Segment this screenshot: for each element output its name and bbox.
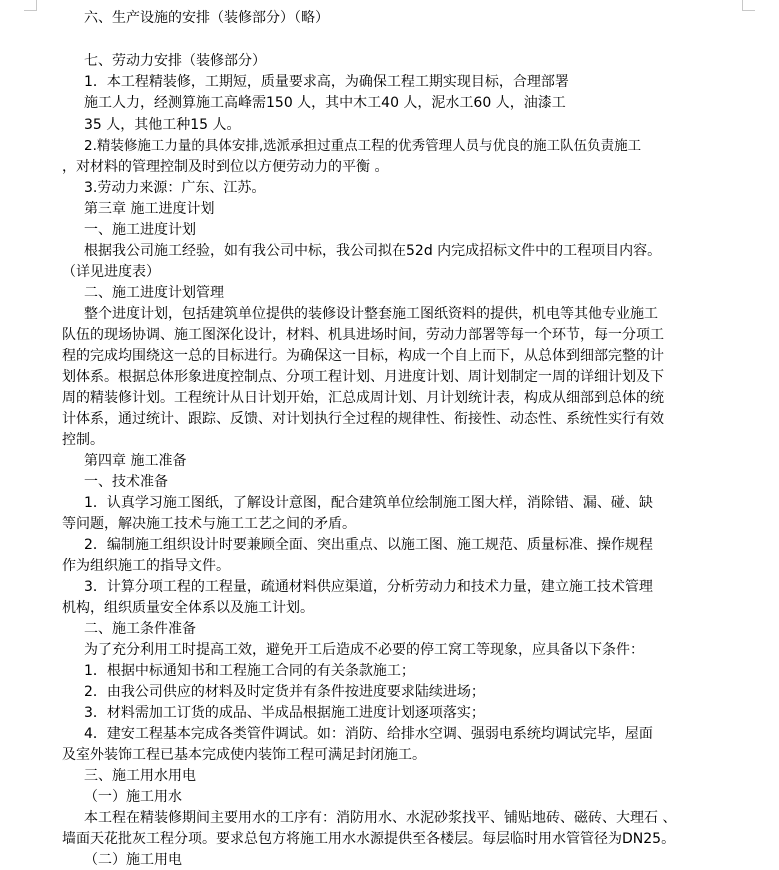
section-heading: 三、施工用水用电	[84, 768, 196, 784]
heading-production-facilities: 六、生产设施的安排（装修部分）（略）	[84, 10, 329, 26]
paragraph-line: 3．计算分项工程的工程量，疏通材料供应渠道，分析劳动力和技术力量，建立施工技术管理	[84, 579, 653, 595]
chapter-heading: 第三章 施工进度计划	[84, 201, 215, 217]
paragraph-line: 2．编制施工组织设计时要兼顾全面、突出重点、以施工图、施工规范、质量标准、操作规程	[84, 537, 653, 553]
list-item: 1．根据中标通知书和工程施工合同的有关条款施工；	[84, 663, 415, 679]
paragraph-line: 划体系。根据总体形象进度控制点、分项工程计划、月进度计划、周计划制定一周的详细计划及下	[62, 369, 664, 385]
paragraph-line: ，对材料的管理控制及时到位以方便劳动力的平衡 。	[62, 159, 389, 175]
paragraph-line: 2.精装修施工力量的具体安排,选派承担过重点工程的优秀管理人员与优良的施工队伍负责施工	[84, 138, 642, 154]
paragraph-line: 等问题，解决施工技术与施工工艺之间的矛盾。	[62, 516, 356, 532]
section-heading: 二、施工条件准备	[84, 621, 196, 637]
paragraph-line: 1．认真学习施工图纸，了解设计意图，配合建筑单位绘制施工图大样，消除错、漏、碰、缺	[84, 495, 653, 511]
paragraph-line: 施工人力，经测算施工高峰需150 人，其中木工40 人，泥水工60 人，油漆工	[84, 95, 566, 111]
paragraph-line: 队伍的现场协调、施工图深化设计，材料、机具进场时间，劳动力部署等每一个环节，每一分项工	[62, 327, 664, 343]
paragraph-line: 墙面天花批灰工程分项。要求总包方将施工用水水源提供至各楼层。每层临时用水管管径为DN25。	[62, 831, 676, 847]
paragraph-line: 计体系，通过统计、跟踪、反馈、对计划执行全过程的规律性、衔接性、动态性、系统性实行有效	[62, 411, 664, 427]
paragraph-line: 及室外装饰工程已基本完成使内装饰工程可满足封闭施工。	[62, 747, 426, 763]
chapter-heading: 第四章 施工准备	[84, 453, 187, 469]
list-item: 4．建安工程基本完成各类管件调试。如：消防、给排水空调、强弱电系统均调试完毕，屋面	[84, 726, 653, 742]
section-heading: 二、施工进度计划管理	[84, 285, 224, 301]
paragraph-line: 周的精装修计划。工程统计从日计划开始，汇总成周计划、月计划统计表，构成从细部到总体的统	[62, 390, 664, 406]
paragraph-line: 整个进度计划，包括建筑单位提供的装修设计整套施工图纸资料的提供，机电等其他专业施工	[84, 306, 658, 322]
paragraph-line: 根据我公司施工经验，如有我公司中标，我公司拟在52d 内完成招标文件中的工程项目内容。	[84, 243, 662, 259]
paragraph-line: 为了充分利用工时提高工效，避免开工后造成不必要的停工窝工等现象，应具备以下条件：	[84, 642, 644, 658]
list-item: 2．由我公司供应的材料及时定货并有条件按进度要求陆续进场；	[84, 684, 485, 700]
paragraph-line: 作为组织施工的指导文件。	[62, 558, 230, 574]
section-heading: 一、技术准备	[84, 474, 168, 490]
subsection-heading: （二）施工用电	[84, 852, 182, 868]
paragraph-line: 35 人，其他工种15 人。	[84, 117, 241, 133]
paragraph-line: 1．本工程精装修，工期短，质量要求高，为确保工程工期实现目标，合理部署	[84, 74, 569, 90]
page-corner-mark-right	[742, 0, 755, 11]
paragraph-line: 3.劳动力来源：广东、江苏。	[84, 180, 266, 196]
paragraph-line: （详见进度表）	[62, 264, 160, 280]
paragraph-line: 机构，组织质量安全体系以及施工计划。	[62, 600, 314, 616]
section-heading: 一、施工进度计划	[84, 222, 196, 238]
list-item: 3．材料需加工订货的成品、半成品根据施工进度计划逐项落实；	[84, 705, 485, 721]
paragraph-line: 程的完成均围绕这一总的目标进行。为确保这一目标，构成一个自上而下，从总体到细部完整的计	[62, 348, 664, 364]
paragraph-line: 控制。	[62, 432, 104, 448]
page-corner-mark-left	[24, 0, 37, 11]
heading-labor-arrangement: 七、劳动力安排（装修部分）	[84, 53, 266, 69]
paragraph-line: 本工程在精装修期间主要用水的工序有：消防用水、水泥砂浆找平、铺贴地砖、磁砖、大理石 、	[84, 810, 677, 826]
subsection-heading: （一）施工用水	[84, 789, 182, 805]
